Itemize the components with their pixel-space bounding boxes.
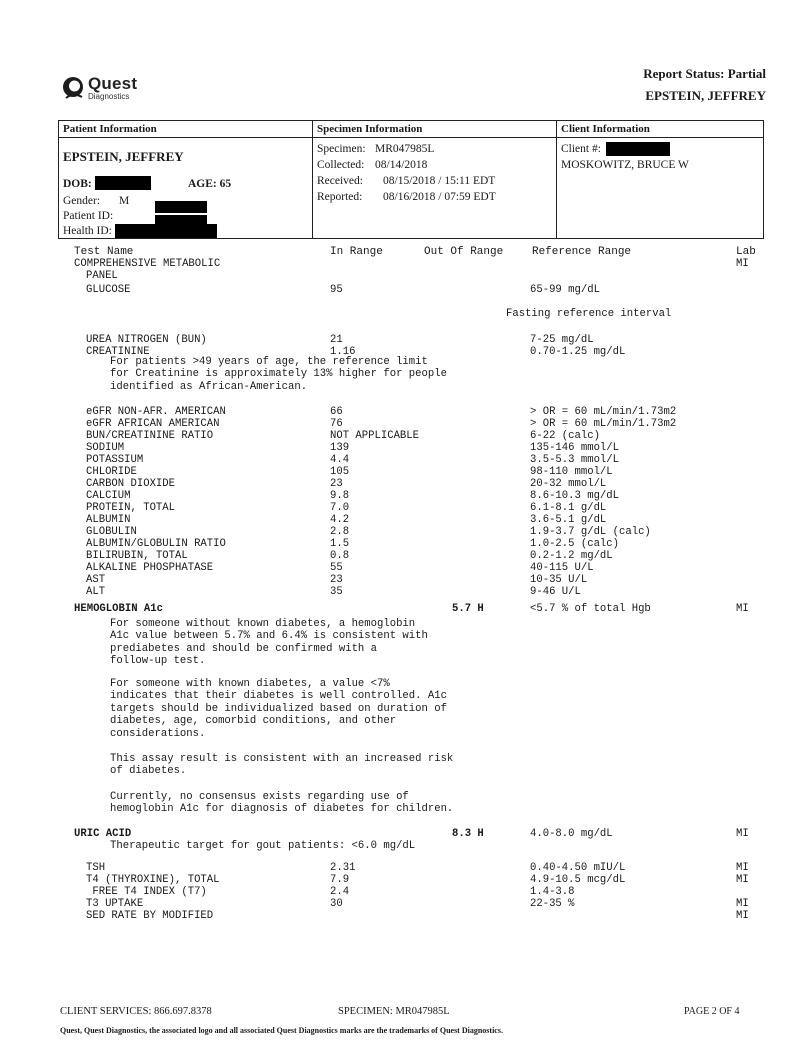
result-test-name: BILIRUBIN, TOTAL xyxy=(86,550,188,562)
result-in-range: 1.5 xyxy=(330,538,350,550)
result-reference-range: 0.70-1.25 mg/dL xyxy=(530,346,626,358)
report-status: Report Status: Partial xyxy=(643,66,766,81)
result-reference-range: 7-25 mg/dL xyxy=(530,334,594,346)
collected-value: 08/14/2018 xyxy=(375,159,428,171)
result-in-range: 7.9 xyxy=(330,874,350,886)
result-in-range: 139 xyxy=(330,442,350,454)
result-test-name: URIC ACID xyxy=(74,828,132,840)
quest-logo-mark-icon xyxy=(62,76,84,100)
result-test-name: SED RATE BY MODIFIED xyxy=(86,910,214,922)
footer-client-services: CLIENT SERVICES: 866.697.8378 xyxy=(60,1006,212,1017)
result-in-range: 23 xyxy=(330,478,343,490)
result-reference-range: 6.1-8.1 g/dL xyxy=(530,502,607,514)
result-reference-range: 22-35 % xyxy=(530,898,575,910)
info-grid xyxy=(58,120,764,239)
result-reference-range: 6-22 (calc) xyxy=(530,430,600,442)
result-test-name: TSH xyxy=(86,862,106,874)
result-reference-range: 4.0-8.0 mg/dL xyxy=(530,828,613,840)
result-test-name: ALBUMIN/GLOBULIN RATIO xyxy=(86,538,226,550)
result-in-range: 23 xyxy=(330,574,343,586)
result-test-name: UREA NITROGEN (BUN) xyxy=(86,334,207,346)
reported-label: Reported: xyxy=(317,191,363,203)
result-reference-range: 135-146 mmol/L xyxy=(530,442,620,454)
result-reference-range: 40-115 U/L xyxy=(530,562,594,574)
specimen-value: MR047985L xyxy=(375,143,435,155)
result-reference-range: 0.2-1.2 mg/dL xyxy=(530,550,613,562)
redaction-box xyxy=(115,224,217,238)
result-reference-range: 65-99 mg/dL xyxy=(530,284,600,296)
panel-name: COMPREHENSIVE METABOLIC xyxy=(74,258,221,270)
result-reference-range: 98-110 mmol/L xyxy=(530,466,613,478)
collected-label: Collected: xyxy=(317,159,365,171)
result-test-name: ALT xyxy=(86,586,106,598)
result-reference-range: 4.9-10.5 mcg/dL xyxy=(530,874,626,886)
result-lab: MI xyxy=(736,910,749,922)
result-lab: MI xyxy=(736,603,749,615)
redaction-box xyxy=(95,176,151,190)
result-reference-range: 10-35 U/L xyxy=(530,574,588,586)
col-header-lab: Lab xyxy=(736,246,756,258)
result-out-of-range: 8.3 H xyxy=(452,828,484,840)
redaction-box xyxy=(155,201,207,213)
logo-subtitle: Diagnostics xyxy=(88,92,130,101)
result-test-name: GLUCOSE xyxy=(86,284,131,296)
result-in-range: 1.16 xyxy=(330,346,356,358)
result-reference-range: 9-46 U/L xyxy=(530,586,581,598)
result-test-name: CALCIUM xyxy=(86,490,131,502)
result-in-range: 95 xyxy=(330,284,343,296)
col-header-out-of-range: Out Of Range xyxy=(424,246,504,258)
col-header-test-name: Test Name xyxy=(74,246,134,258)
received-label: Received: xyxy=(317,175,363,187)
result-reference-range: > OR = 60 mL/min/1.73m2 xyxy=(530,406,677,418)
patient-name: EPSTEIN, JEFFREY xyxy=(63,149,184,164)
result-in-range: 4.2 xyxy=(330,514,350,526)
result-reference-range: 0.40-4.50 mIU/L xyxy=(530,862,626,874)
result-lab: MI xyxy=(736,828,749,840)
grid-header-divider xyxy=(59,137,763,138)
panel-lab: MI xyxy=(736,258,749,270)
a1c-note-3: This assay result is consistent with an increased risk of diabetes. xyxy=(110,753,454,778)
redaction-box xyxy=(606,142,670,156)
header-patient-name: EPSTEIN, JEFFREY xyxy=(645,88,766,103)
result-in-range: 21 xyxy=(330,334,343,346)
result-test-name: SODIUM xyxy=(86,442,125,454)
result-reference-range: 1.9-3.7 g/dL (calc) xyxy=(530,526,651,538)
received-value: 08/15/2018 / 15:11 EDT xyxy=(383,175,496,187)
result-in-range: 4.4 xyxy=(330,454,350,466)
result-lab: MI xyxy=(736,862,749,874)
result-in-range: 105 xyxy=(330,466,350,478)
result-reference-range: <5.7 % of total Hgb xyxy=(530,603,651,615)
result-test-name: eGFR AFRICAN AMERICAN xyxy=(86,418,220,430)
footer-specimen: SPECIMEN: MR047985L xyxy=(338,1006,450,1017)
a1c-note-2: For someone with known diabetes, a value <7% indicates that their diabetes is well controlled. A1c targets should be individualized based on duration of diabetes, age, comorbid conditions, and other considerations. xyxy=(110,678,447,740)
result-test-name: AST xyxy=(86,574,106,586)
result-test-name: PROTEIN, TOTAL xyxy=(86,502,176,514)
result-test-name: HEMOGLOBIN A1c xyxy=(74,603,164,615)
result-test-name: CREATININE xyxy=(86,346,150,358)
result-test-name: CARBON DIOXIDE xyxy=(86,478,176,490)
grid-column-divider xyxy=(312,121,313,238)
result-in-range: 55 xyxy=(330,562,343,574)
result-in-range: 30 xyxy=(330,898,343,910)
result-test-name: T4 (THYROXINE), TOTAL xyxy=(86,874,220,886)
client-info-title: Client Information xyxy=(561,123,650,135)
col-header-in-range: In Range xyxy=(330,246,383,258)
specimen-info-title: Specimen Information xyxy=(317,123,423,135)
a1c-note-1: For someone without known diabetes, a hemoglobin A1c value between 5.7% and 6.4% is consistent with prediabetes and should be confirmed with a follow-up test. xyxy=(110,618,428,668)
ordering-physician: MOSKOWITZ, BRUCE W xyxy=(561,159,689,171)
dob-label: DOB: xyxy=(63,178,92,190)
result-test-name: T3 UPTAKE xyxy=(86,898,144,910)
gender-label: Gender: xyxy=(63,195,101,207)
result-in-range: 9.8 xyxy=(330,490,350,502)
footer-trademark: Quest, Quest Diagnostics, the associated logo and all associated Quest Diagnostics marks are the trademarks of Quest Diagnostics. xyxy=(60,1026,503,1035)
result-test-name: BUN/CREATININE RATIO xyxy=(86,430,214,442)
creatinine-note: For patients >49 years of age, the reference limit for Creatinine is approximately 13% higher for people identified as African-American. xyxy=(110,356,447,393)
fasting-note: Fasting reference interval xyxy=(506,308,672,320)
result-lab: MI xyxy=(736,874,749,886)
age-label: AGE: 65 xyxy=(188,178,232,190)
patient-info-title: Patient Information xyxy=(63,123,157,135)
result-reference-range: 1.4-3.8 xyxy=(530,886,575,898)
result-test-name: CHLORIDE xyxy=(86,466,137,478)
reported-value: 08/16/2018 / 07:59 EDT xyxy=(383,191,496,203)
result-in-range: 7.0 xyxy=(330,502,350,514)
result-in-range: 35 xyxy=(330,586,343,598)
result-reference-range: > OR = 60 mL/min/1.73m2 xyxy=(530,418,677,430)
logo-name: Quest xyxy=(88,74,138,93)
patient-id-label: Patient ID: xyxy=(63,210,114,222)
result-reference-range: 8.6-10.3 mg/dL xyxy=(530,490,620,502)
result-in-range: NOT APPLICABLE xyxy=(330,430,420,442)
result-in-range: 2.4 xyxy=(330,886,350,898)
specimen-label: Specimen: xyxy=(317,143,366,155)
result-reference-range: 20-32 mmol/L xyxy=(530,478,607,490)
result-test-name: ALBUMIN xyxy=(86,514,131,526)
health-id-label: Health ID: xyxy=(63,225,112,237)
result-reference-range: 3.6-5.1 g/dL xyxy=(530,514,607,526)
result-test-name: FREE T4 INDEX (T7) xyxy=(86,886,207,898)
result-in-range: 0.8 xyxy=(330,550,350,562)
result-in-range: 76 xyxy=(330,418,343,430)
a1c-note-4: Currently, no consensus exists regarding use of hemoglobin A1c for diagnosis of diabetes for children. xyxy=(110,791,454,816)
footer-page-number: PAGE 2 OF 4 xyxy=(684,1006,740,1017)
result-test-name: GLOBULIN xyxy=(86,526,137,538)
panel-name-cont: PANEL xyxy=(86,270,118,282)
quest-logo xyxy=(62,74,162,106)
result-in-range: 2.31 xyxy=(330,862,356,874)
result-lab: MI xyxy=(736,898,749,910)
result-out-of-range: 5.7 H xyxy=(452,603,484,615)
gender-value: M xyxy=(119,195,130,207)
result-test-name: ALKALINE PHOSPHATASE xyxy=(86,562,214,574)
result-reference-range: 1.0-2.5 (calc) xyxy=(530,538,620,550)
uric-acid-note: Therapeutic target for gout patients: <6.0 mg/dL xyxy=(110,840,416,852)
grid-column-divider xyxy=(556,121,557,238)
result-in-range: 2.8 xyxy=(330,526,350,538)
result-test-name: eGFR NON-AFR. AMERICAN xyxy=(86,406,226,418)
client-number-label: Client #: xyxy=(561,143,601,155)
result-test-name: POTASSIUM xyxy=(86,454,144,466)
result-reference-range: 3.5-5.3 mmol/L xyxy=(530,454,620,466)
result-in-range: 66 xyxy=(330,406,343,418)
col-header-reference-range: Reference Range xyxy=(532,246,632,258)
